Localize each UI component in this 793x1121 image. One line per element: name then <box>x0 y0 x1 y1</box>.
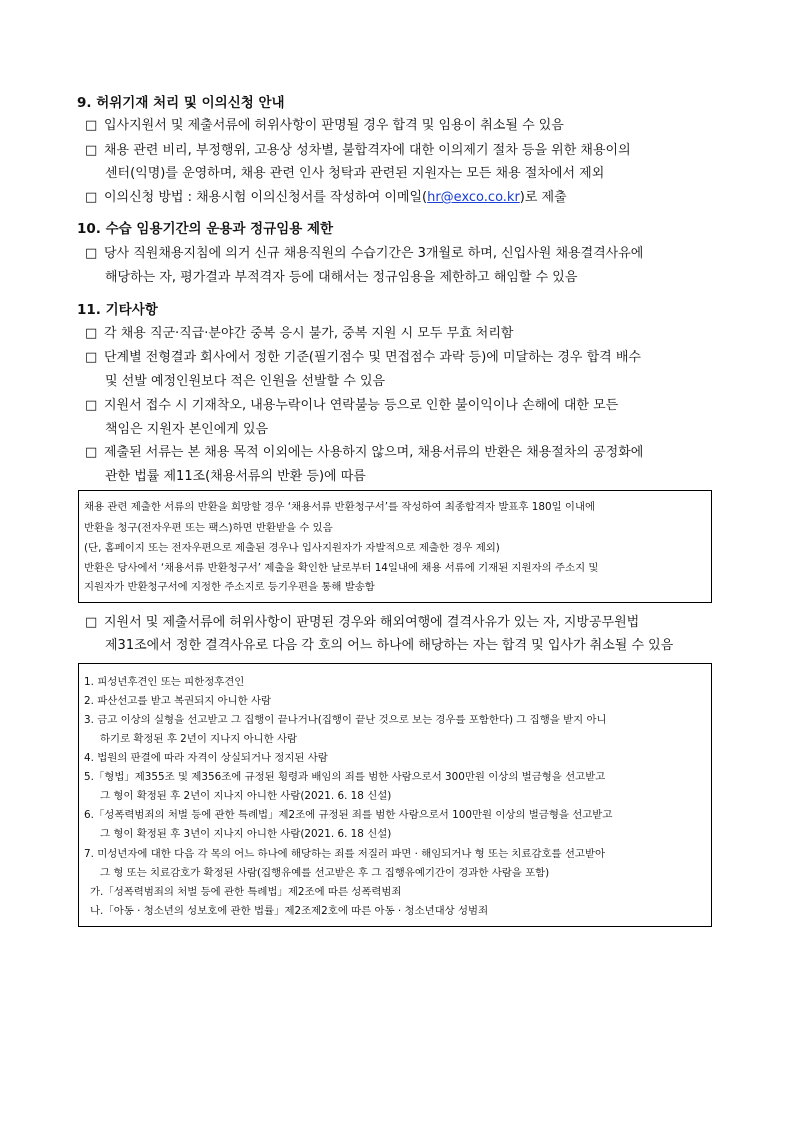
box2-item-2: 2. 파산선고를 받고 복권되지 아니한 사람 <box>84 695 272 707</box>
section-9-heading: 9. 허위기재 처리 및 이의신청 안내 <box>77 95 285 111</box>
box2-item-5-cont: 그 형이 확정된 후 2년이 지나지 아니한 사람(2021. 6. 18 신설) <box>100 790 392 802</box>
checkbox-square-icon: □ <box>85 615 98 630</box>
box2-item-4: 4. 법원의 판결에 따라 자격이 상실되거나 정지된 사람 <box>84 752 328 764</box>
section-11-heading: 11. 기타사항 <box>77 302 158 318</box>
section-10-heading: 10. 수습 임용기간의 운용과 정규임용 제한 <box>77 221 334 237</box>
section-10-bullet-1: □ 당사 직원채용지침에 의거 신규 채용직원의 수습기간은 3개월로 하며, 신입사원 채용결격사유에 <box>85 246 644 261</box>
checkbox-square-icon: □ <box>85 445 98 460</box>
section-9-bullet-2-cont: 센터(익명)를 운영하며, 채용 관련 인사 청탁과 관련된 지원자는 모든 채용 절차에서 제외 <box>105 166 605 181</box>
checkbox-square-icon: □ <box>85 118 98 133</box>
checkbox-square-icon: □ <box>85 326 98 341</box>
section-11-bullet-2-cont: 및 선발 예정인원보다 적은 인원을 선발할 수 있음 <box>105 374 386 389</box>
section-11-bullet-4: □ 제출된 서류는 본 채용 목적 이외에는 사용하지 않으며, 채용서류의 반환은 채용절차의 공정화에 <box>85 445 644 460</box>
box2-item-7-sub-na: 나.「아동 · 청소년의 성보호에 관한 법률」제2조제2호에 따른 아동 · 청소년대상 성범죄 <box>90 905 489 917</box>
section-9-bullet-3: □ 이의신청 방법 : 채용시험 이의신청서를 작성하여 이메일(hr@exco.co.kr)로 제출 <box>85 190 567 205</box>
email-link[interactable]: hr@exco.co.kr <box>427 190 520 205</box>
box2-item-1: 1. 피성년후견인 또는 피한정후견인 <box>84 676 245 688</box>
section-11-bullet-3-cont: 책임은 지원자 본인에게 있음 <box>105 422 269 437</box>
section-11-bullet-1: □ 각 채용 직군·직급·분야간 중복 응시 불가, 중복 지원 시 모두 무효 처리함 <box>85 326 514 341</box>
checkbox-square-icon: □ <box>85 143 98 158</box>
checkbox-square-icon: □ <box>85 246 98 261</box>
box1-line-2: 반환을 청구(전자우편 또는 팩스)하면 반환받을 수 있음 <box>84 522 333 534</box>
box2-item-3-cont: 하기로 확정된 후 2년이 지나지 아니한 사람 <box>100 733 298 745</box>
checkbox-square-icon: □ <box>85 190 98 205</box>
box2-item-6: 6.「성폭력범죄의 처벌 등에 관한 특례법」제2조에 규정된 죄를 범한 사람으로서 100만원 이상의 벌금형을 선고받고 <box>84 809 613 821</box>
box1-line-1: 채용 관련 제출한 서류의 반환을 희망할 경우 ‘채용서류 반환청구서’를 작성하여 최종합격자 발표후 180일 이내에 <box>84 501 596 513</box>
section-10-bullet-1-cont: 해당하는 자, 평가결과 부적격자 등에 대해서는 정규임용을 제한하고 해임할 수 있음 <box>105 270 578 285</box>
section-11-bullet-4-cont: 관한 법률 제11조(채용서류의 반환 등)에 따름 <box>105 469 366 484</box>
checkbox-square-icon: □ <box>85 350 98 365</box>
box2-item-7-cont: 그 형 또는 치료감호가 확정된 사람(집행유예를 선고받은 후 그 집행유예기간이 경과한 사람을 포함) <box>100 867 550 879</box>
section-9-bullet-2: □ 채용 관련 비리, 부정행위, 고용상 성차별, 불합격자에 대한 이의제기 절차 등을 위한 채용이의 <box>85 143 631 158</box>
box2-item-3: 3. 금고 이상의 실형을 선고받고 그 집행이 끝나거나(집행이 끝난 것으로 보는 경우를 포함한다) 그 집행을 받지 아니 <box>84 714 607 726</box>
section-11-bullet-2: □ 단계별 전형결과 회사에서 정한 기준(필기점수 및 면접점수 과락 등)에 미달하는 경우 합격 배수 <box>85 350 641 365</box>
box2-item-5: 5.「형법」제355조 및 제356조에 규정된 횡령과 배임의 죄를 범한 사람으로서 300만원 이상의 벌금형을 선고받고 <box>84 771 606 783</box>
box1-line-3: (단, 홈페이지 또는 전자우편으로 제출된 경우나 입사지원자가 자발적으로 제출한 경우 제외) <box>84 542 500 554</box>
box1-line-4: 반환은 당사에서 ‘채용서류 반환청구서’ 제출을 확인한 날로부터 14일내에 채용 서류에 기재된 지원자의 주소지 및 <box>84 562 599 574</box>
box1-line-5: 지원자가 반환청구서에 지정한 주소지로 등기우편을 통해 발송함 <box>84 581 375 593</box>
section-11-bullet-5: □ 지원서 및 제출서류에 허위사항이 판명된 경우와 해외여행에 결격사유가 있는 자, 지방공무원법 <box>85 615 640 630</box>
section-9-bullet-1: □ 입사지원서 및 제출서류에 허위사항이 판명될 경우 합격 및 임용이 취소될 수 있음 <box>85 118 564 133</box>
checkbox-square-icon: □ <box>85 398 98 413</box>
box2-item-7: 7. 미성년자에 대한 다음 각 목의 어느 하나에 해당하는 죄를 저질러 파면 · 해임되거나 형 또는 치료감호를 선고받아 <box>84 848 606 860</box>
box2-item-7-sub-ga: 가.「성폭력범죄의 처벌 등에 관한 특례법」제2조에 따른 성폭력범죄 <box>90 886 402 898</box>
section-11-bullet-5-cont: 제31조에서 정한 결격사유로 다음 각 호의 어느 하나에 해당하는 자는 합격 및 입사가 취소될 수 있음 <box>105 638 674 653</box>
section-11-bullet-3: □ 지원서 접수 시 기재착오, 내용누락이나 연락불능 등으로 인한 불이익이나 손해에 대한 모든 <box>85 398 619 413</box>
box2-item-6-cont: 그 형이 확정된 후 3년이 지나지 아니한 사람(2021. 6. 18 신설) <box>100 828 392 840</box>
